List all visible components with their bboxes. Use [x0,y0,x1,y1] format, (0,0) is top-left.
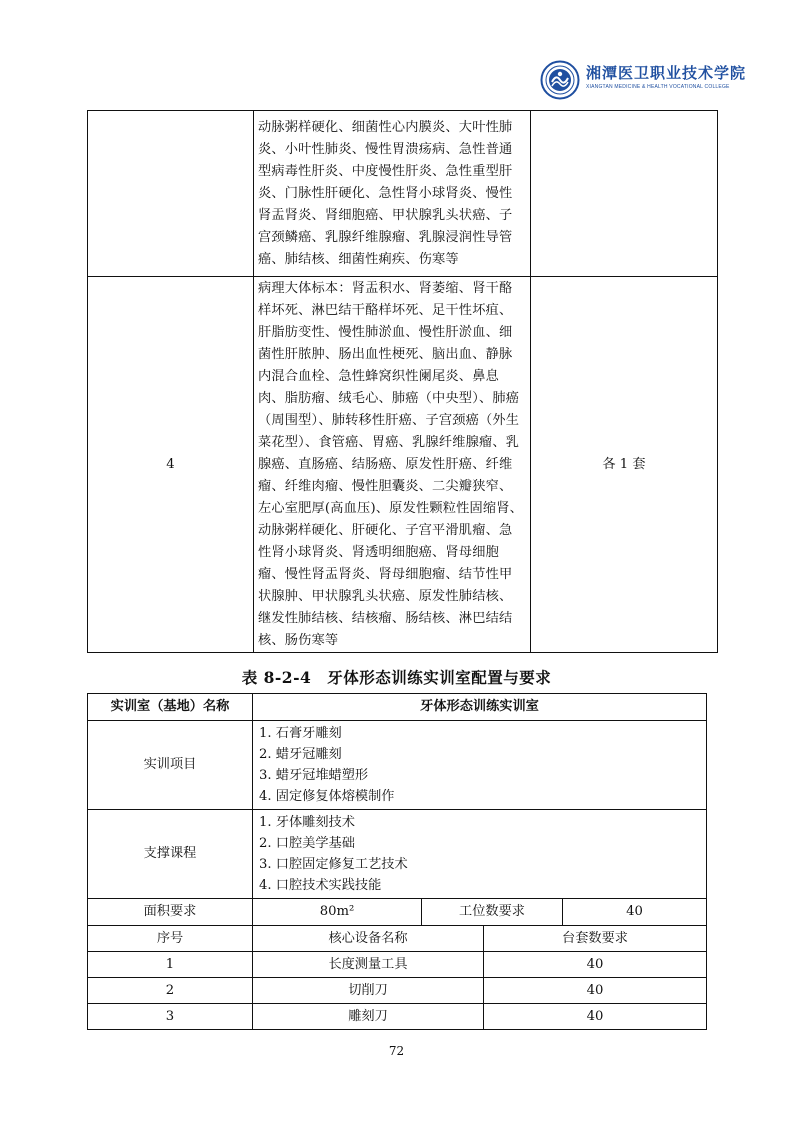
table-row [88,810,707,899]
list-item: 2. 蜡牙冠雕刻 [259,747,342,762]
projects-label: 实训项目 [88,721,253,810]
list-item: 4. 固定修复体熔模制作 [259,789,395,804]
table-row [88,277,718,653]
college-name-cn: 湘潭医卫职业技术学院 [586,64,747,82]
equipment-name: 长度测量工具 [253,952,484,978]
projects-list [253,721,707,810]
equipment-no: 2 [88,978,253,1004]
list-item: 3. 口腔固定修复工艺技术 [259,857,408,872]
equipment-qty: 40 [484,952,707,978]
table-row [88,1004,707,1030]
list-item: 3. 蜡牙冠堆蜡塑形 [259,768,369,783]
equipment-name: 雕刻刀 [253,1004,484,1030]
list-item: 4. 口腔技术实践技能 [259,878,382,893]
lab-config-table [87,693,707,1030]
specimen-table-continuation [87,110,718,653]
lab-name-value: 牙体形态训练实训室 [253,694,707,721]
table-row [88,899,707,926]
list-item: 1. 石膏牙雕刻 [259,726,342,741]
equipment-name: 切削刀 [253,978,484,1004]
column-header: 台套数要求 [484,926,707,952]
lab-name-label: 实训室（基地）名称 [88,694,253,721]
row-quantity-cell [531,111,718,277]
table-row [88,978,707,1004]
stations-value: 40 [626,904,643,919]
college-logo [540,60,747,104]
equipment-no: 3 [88,1004,253,1030]
courses-label: 支撑课程 [88,810,253,899]
equipment-qty: 40 [484,1004,707,1030]
list-item: 1. 牙体雕刻技术 [259,815,355,830]
page-number: 72 [388,1044,405,1058]
column-header: 核心设备名称 [253,926,484,952]
college-name-en: XIANGTAN MEDICINE & HEALTH VOCATIONAL COLLEGE [586,84,730,90]
list-item: 2. 口腔美学基础 [259,836,355,851]
table-caption: 表 8-2-4 牙体形态训练实训室配置与要求 [241,668,552,687]
area-value: 80m² [253,899,422,926]
row-quantity-cell: 各 1 套 [531,277,718,653]
equipment-qty: 40 [484,978,707,1004]
table-row [88,694,707,721]
courses-list [253,810,707,899]
row-content-cell: 动脉粥样硬化、细菌性心内膜炎、大叶性肺炎、小叶性肺炎、慢性胃溃疡病、急性普通型病毒性肝炎、中度慢性肝炎、急性重型肝炎、门脉性肝硬化、急性肾小球肾炎、慢性肾盂肾炎、肾细胞癌、甲状腺乳头状癌、子宫颈鳞癌、乳腺纤维腺瘤、乳腺浸润性导管癌、肺结核、细菌性痢疾、伤寒等 [254,111,531,277]
college-emblem-icon [540,60,580,100]
row-content-cell: 病理大体标本：肾盂积水、肾萎缩、肾干酪样坏死、淋巴结干酪样坏死、足干性坏疽、肝脂肪变性、慢性肺淤血、慢性肝淤血、细菌性肝脓肿、肠出血性梗死、脑出血、静脉内混合血栓、急性蜂窝织性阑尾炎、鼻息肉、脂肪瘤、绒毛心、肺癌（中央型）、肺癌（周围型）、肺转移性肝癌、子宫颈癌（外生菜花型）、食管癌、胃癌、乳腺纤维腺瘤、乳腺癌、直肠癌、结肠癌、原发性肝癌、纤维瘤、纤维肉瘤、慢性胆囊炎、二尖瓣狭窄、左心室肥厚(高血压)、原发性颗粒性固缩肾、动脉粥样硬化、肝硬化、子宫平滑肌瘤、急性肾小球肾炎、肾透明细胞癌、肾母细胞瘤、慢性肾盂肾炎、肾母细胞瘤、结节性甲状腺肿、甲状腺乳头状癌、原发性肺结核、继发性肺结核、结核瘤、肠结核、淋巴结结核、肠伤寒等 [254,277,531,653]
row-number-cell: 4 [88,277,254,653]
table-row [88,952,707,978]
equipment-no: 1 [88,952,253,978]
stations-label: 工位数要求 [422,899,563,925]
table-header-row [88,926,707,952]
row-number-cell [88,111,254,277]
table-row [88,721,707,810]
stations-cell [422,899,707,926]
table-row [88,111,718,277]
area-label: 面积要求 [88,899,253,926]
column-header: 序号 [88,926,253,952]
